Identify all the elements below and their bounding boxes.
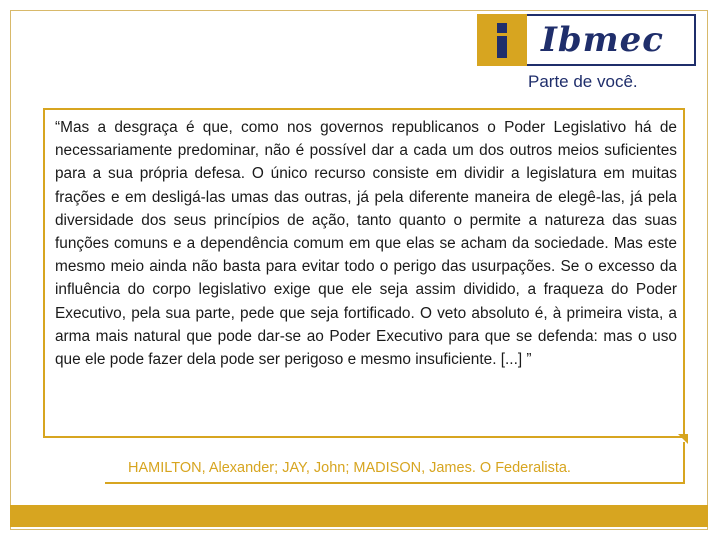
logo-wordmark: Ibmec xyxy=(527,14,696,66)
tagline: Parte de você. xyxy=(528,72,638,91)
logo-i-mark-icon xyxy=(477,14,527,66)
footer-bar xyxy=(10,505,708,527)
quote-text: “Mas a desgraça é que, como nos governos republicanos o Poder Legislativo há de necessariamente predominar, não é possível dar a cada um dos outros meios suficientes para a sua própria defesa. O único recurso consiste em dividir a legislatura em muitas frações e em desligá-las umas das outras, já pela diferente maneira de elegê-las, já pela diversidade dos seus princípios de ação, tanto quanto o permite a natureza das suas funções comuns e a dependência comum em que elas se acham da sociedade. Mas este mesmo meio ainda não basta para evitar todo o perigo das usurpações. Se o excesso da influência do corpo legislativo exige que ele seja assim dividido, a fraqueza do Poder Executivo, pela sua parte, pede que seja fortificado. O veto absoluto é, à primeira vista, a arma mais natural que pode dar-se ao Poder Executivo para que se defenda: mas o uso que ele pode fazer dela pode ser perigoso e mesmo insuficiente. [...] ” xyxy=(55,119,677,369)
citation-text: HAMILTON, Alexander; JAY, John; MADISON, James. O Federalista. xyxy=(128,460,571,476)
ibmec-logo xyxy=(477,14,696,66)
